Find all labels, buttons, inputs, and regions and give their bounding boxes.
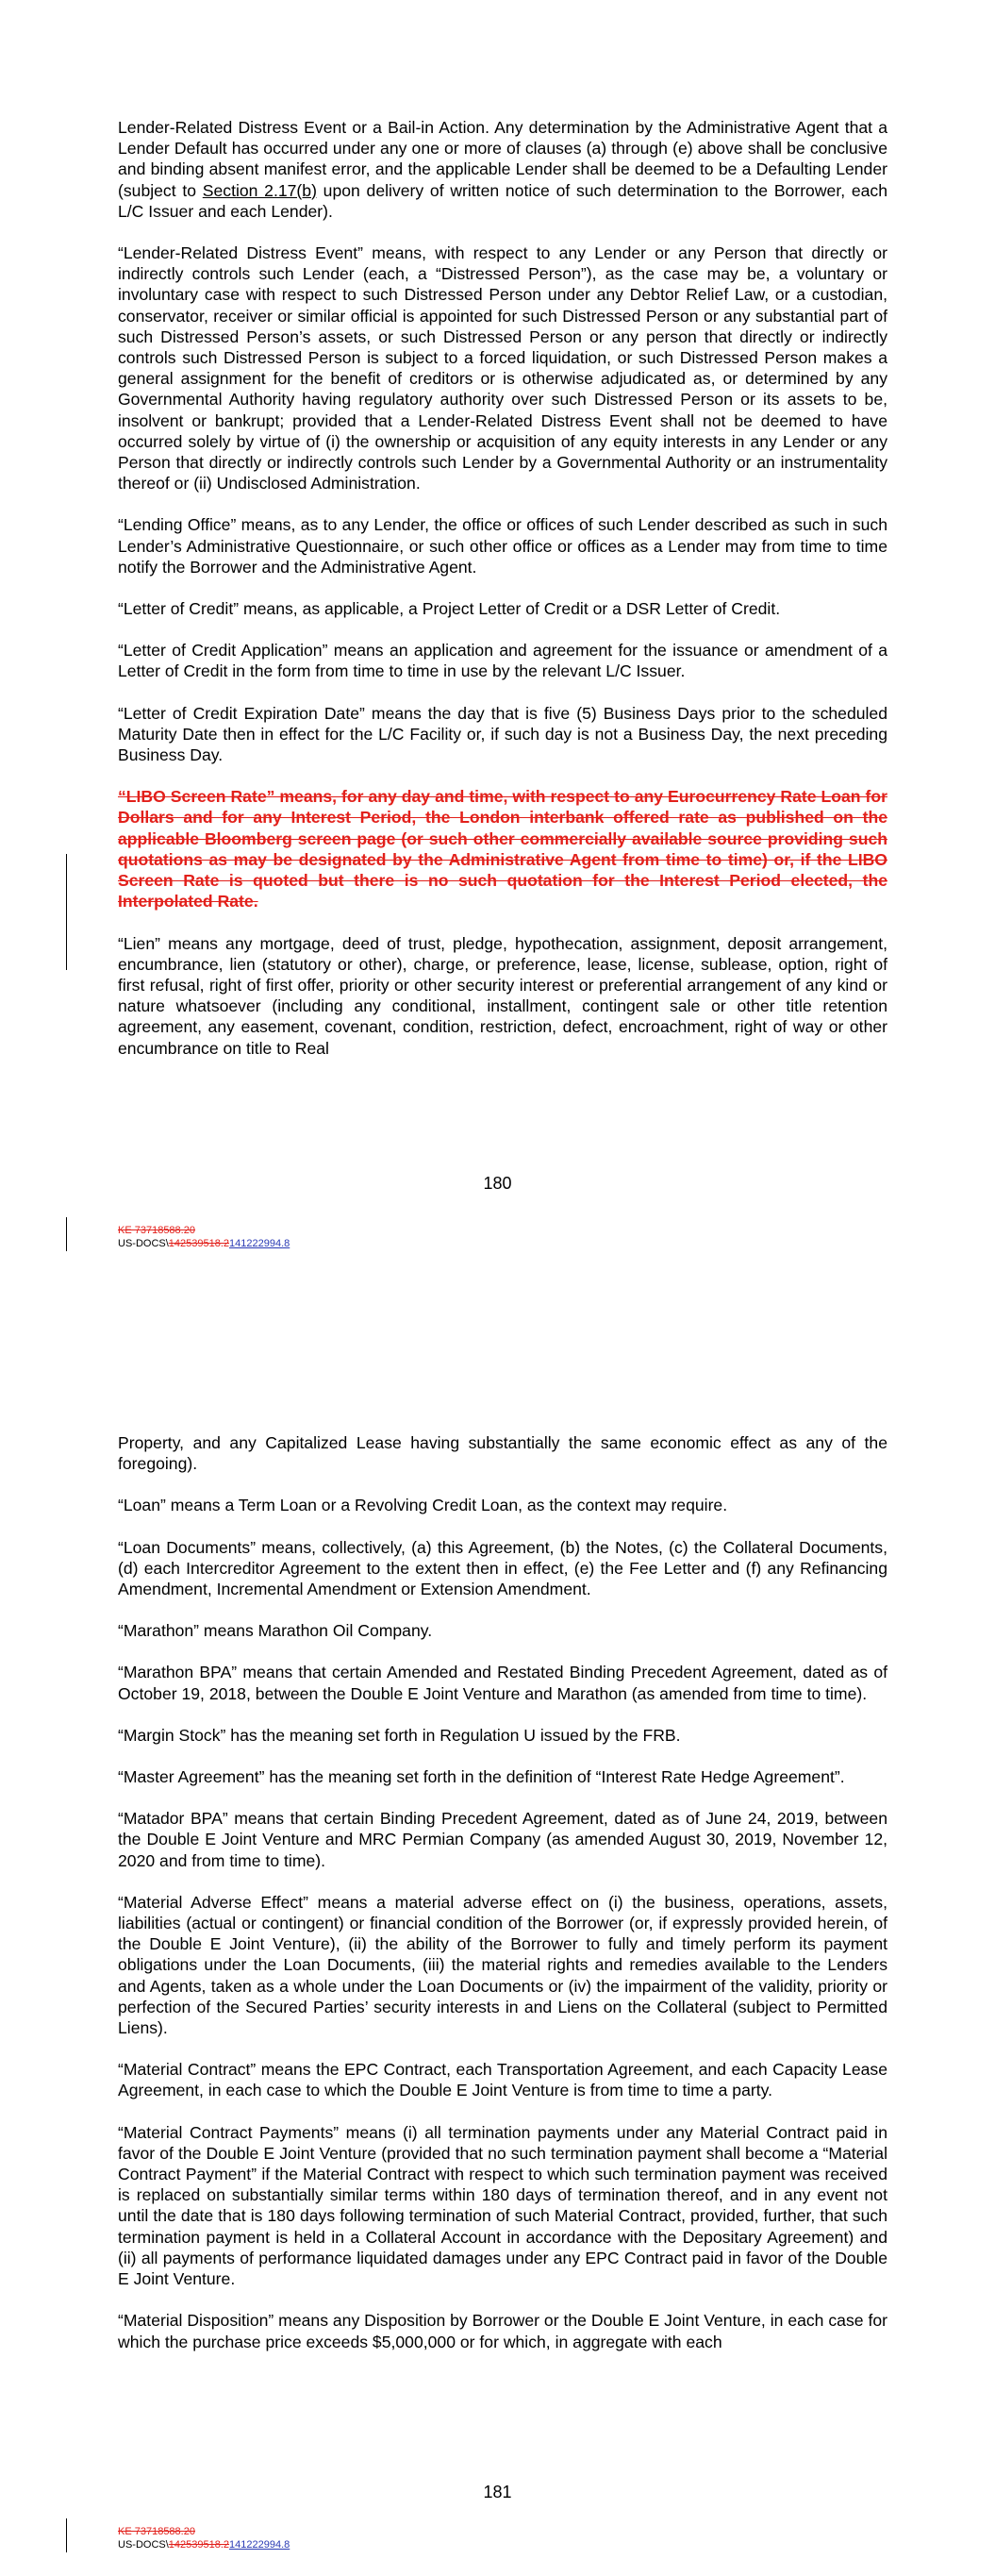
page-number: 181 — [483, 2483, 512, 2501]
definition-material-disposition: “Material Disposition” means any Disposition by Borrower or the Double E Joint Venture, in each case for which the purchase price exceeds $5,000,000 or for which, in aggregate with each — [118, 2311, 887, 2351]
definition-loan: “Loan” means a Term Loan or a Revolving Credit Loan, as the context may require. — [118, 1496, 728, 1515]
definition-lien: “Lien” means any mortgage, deed of trust, pledge, hypothecation, assignment, deposit arrangement, encumbrance, lien (statutory or other), charge, or preference, lease, license, sublease, option, right of first refusal, right of first offer, priority or other security interest or preferential arrangement of any kind or nature whatsoever (including any conditional, installment, contingent sale or other title retention agreement, any easement, covenant, condition, restriction, defect, encroachment, right of way or other encumbrance on title to Real — [118, 933, 887, 1058]
page-number: 180 — [483, 1174, 512, 1193]
definition-marathon-bpa: “Marathon BPA” means that certain Amended and Restated Binding Precedent Agreement, dated as of October 19, 2018, between the Double E Joint Venture and Marathon (as amended from time to time). — [118, 1663, 887, 1703]
definition-marathon: “Marathon” means Marathon Oil Company. — [118, 1621, 433, 1641]
defined-term: “Letter of Credit Application” — [118, 641, 328, 661]
defined-term: “Margin Stock” — [118, 1725, 226, 1745]
definition-master-agreement: “Master Agreement” has the meaning set forth in the definition of “Interest Rate Hedge Agreement”. — [118, 1767, 845, 1787]
defined-term: “Marathon BPA” — [118, 1663, 238, 1682]
definition-material-adverse-effect: “Material Adverse Effect” means a material adverse effect on (i) the business, operations, assets, liabilities (actual or contingent) or financial condition of the Borrower (or, if expressly provided herein, of the Double E Joint Venture), (ii) the ability of the Borrower to fully and timely perform its payment obligations under the Loan Documents, (iii) the material rights and remedies available to the Lenders and Agents, taken as a whole under the Loan Documents or (iv) the impairment of the validity, priority or perfection of the Secured Parties’ security interests in and Liens on the Collateral (subject to Permitted Liens). — [118, 1892, 887, 2038]
defined-term: “Letter of Credit” — [118, 599, 240, 619]
defined-term: “Matador BPA” — [118, 1809, 228, 1829]
defined-term: “Letter of Credit Expiration Date” — [118, 703, 365, 723]
deleted-definition-libo-screen-rate: “LIBO Screen Rate” means, for any day and time, with respect to any Eurocurrency Rate Loan for Dollars and for any Interest Period, the London interbank offered rate as published on the applicable Bloomberg screen page (or such other commercially available source providing such quotations as may be designated by the Administrative Agent from time to time) or, if the LIBO Screen Rate is quoted but there is no such quotation for the Interest Period elected, the Interpolated Rate. — [118, 787, 887, 912]
definition-matador-bpa: “Matador BPA” means that certain Binding Precedent Agreement, dated as of June 24, 2019, between the Double E Joint Venture and MRC Permian Company (as amended August 30, 2019, November 12, 2020 and from time to time). — [118, 1809, 887, 1870]
definition-letter-of-credit-application: “Letter of Credit Application” means an application and agreement for the issuance or amendment of a Letter of Credit in the form from time to time in use by the relevant L/C Issuer. — [118, 641, 887, 681]
footer-ke-number: KE 73718588.20 — [118, 1225, 195, 1236]
defined-term: “Marathon” — [118, 1621, 200, 1641]
defined-term: “Material Adverse Effect” — [118, 1892, 308, 1912]
definition-loan-documents: “Loan Documents” means, collectively, (a) this Agreement, (b) the Notes, (c) the Collateral Documents, (d) each Intercreditor Agreement to the extent then in effect, (e) the Fee Letter and (f) any Refinancing Amendment, Incremental Amendment or Extension Amendment. — [118, 1537, 887, 1599]
definition-letter-of-credit: “Letter of Credit” means, as applicable, a Project Letter of Credit or a DSR Letter of Credit. — [118, 599, 781, 619]
defined-term: “Loan Documents” — [118, 1537, 257, 1557]
definition-letter-of-credit-expiration-date: “Letter of Credit Expiration Date” means the day that is five (5) Business Days prior to the scheduled Maturity Date then in effect for the L/C Facility or, if such day is not a Business Day, the next preceding Business Day. — [118, 703, 888, 765]
defined-term: “Lien” — [118, 933, 160, 953]
defined-term: “Loan” — [118, 1496, 166, 1515]
footer-doc-id: US-DOCS\142539518.2141222994.8 — [118, 1238, 290, 1249]
footer-doc-id: US-DOCS\142539518.2141222994.8 — [118, 2539, 290, 2551]
defined-term: Distressed Person — [440, 264, 581, 284]
section-2-17b-reference[interactable]: Section 2.17(b) — [202, 180, 317, 200]
document-footer — [118, 2525, 290, 2551]
page-181 — [0, 1269, 995, 2576]
document-footer — [118, 1224, 290, 1250]
definition-material-contract-payments: “Material Contract Payments” means (i) all termination payments under any Material Contract paid in favor of the Double E Joint Venture (provided that no such termination payment shall become a “Material Contract Payment” if the Material Contract with respect to which such termination payment was received is replaced on substantially similar terms within 180 days of termination thereof, and in any event not until the date that is 180 days following termination of such Material Contract, provided, further, that such termination payment is held in a Collateral Account in accordance with the Depositary Agreement) and (ii) all payments of performance liquidated damages under any EPC Contract paid in favor of the Double E Joint Venture. — [118, 2122, 887, 2289]
page-181-body — [118, 1432, 887, 2373]
change-bar — [66, 854, 67, 970]
defined-term: “Material Contract Payments” — [118, 2122, 340, 2142]
page-180-body — [118, 117, 887, 1079]
change-bar — [66, 1217, 67, 1251]
page-180 — [0, 0, 995, 1269]
defined-term: “Lender-Related Distress Event” — [118, 243, 364, 263]
definition-lending-office: “Lending Office” means, as to any Lender, the office or offices of such Lender described as such in such Lender’s Administrative Questionnaire, or such other office or offices as a Lender may from time to time notify the Borrower and the Administrative Agent. — [118, 515, 887, 577]
paragraph-lien-continuation: Property, and any Capitalized Lease having substantially the same economic effect as any of the foregoing). — [118, 1433, 887, 1474]
defined-term: “Material Disposition” — [118, 2311, 274, 2331]
paragraph-defaulting-lender-continuation: Lender-Related Distress Event or a Bail-in Action. Any determination by the Administrative Agent that a Lender Default has occurred under any one or more of clauses (a) through (e) above shall be conclusive and binding absent manifest error, and the applicable Lender shall be deemed to be a Defaulting Lender (subject to Section 2.17(b) upon delivery of written notice of such determination to the Borrower, each L/C Issuer and each Lender). — [118, 118, 887, 221]
defined-term: “Master Agreement” — [118, 1767, 265, 1787]
change-bar — [66, 2518, 67, 2552]
defined-term: “Lending Office” — [118, 515, 237, 535]
defined-term: “Material Contract” — [118, 2060, 257, 2080]
definition-margin-stock: “Margin Stock” has the meaning set forth in Regulation U issued by the FRB. — [118, 1725, 681, 1745]
footer-ke-number: KE 73718588.20 — [118, 2526, 195, 2537]
definition-lender-related-distress-event: “Lender-Related Distress Event” means, with respect to any Lender or any Person that directly or indirectly controls such Lender (each, a “Distressed Person”), as the case may be, a voluntary or involuntary case with respect to such Distressed Person under any Debtor Relief Law, or a custodian, conservator, receiver or similar official is appointed for such Distressed Person or any substantial part of such Distressed Person’s assets, or such Distressed Person or any person that directly or indirectly controls such Distressed Person is subject to a forced liquidation, or such Distressed Person makes a general assignment for the benefit of creditors or is otherwise adjudicated as, or determined by any Governmental Authority having regulatory authority over such Distressed Person or its assets to be, insolvent or bankrupt; provided that a Lender-Related Distress Event shall not be deemed to have occurred solely by virtue of (i) the ownership or acquisition of any equity interests in any Lender or any Person that directly or indirectly controls such Lender by a Governmental Authority or an instrumentality thereof or (ii) Undisclosed Administration. — [118, 243, 887, 493]
definition-material-contract: “Material Contract” means the EPC Contract, each Transportation Agreement, and each Capacity Lease Agreement, in each case to which the Double E Joint Venture is from time to time a party. — [118, 2060, 887, 2100]
